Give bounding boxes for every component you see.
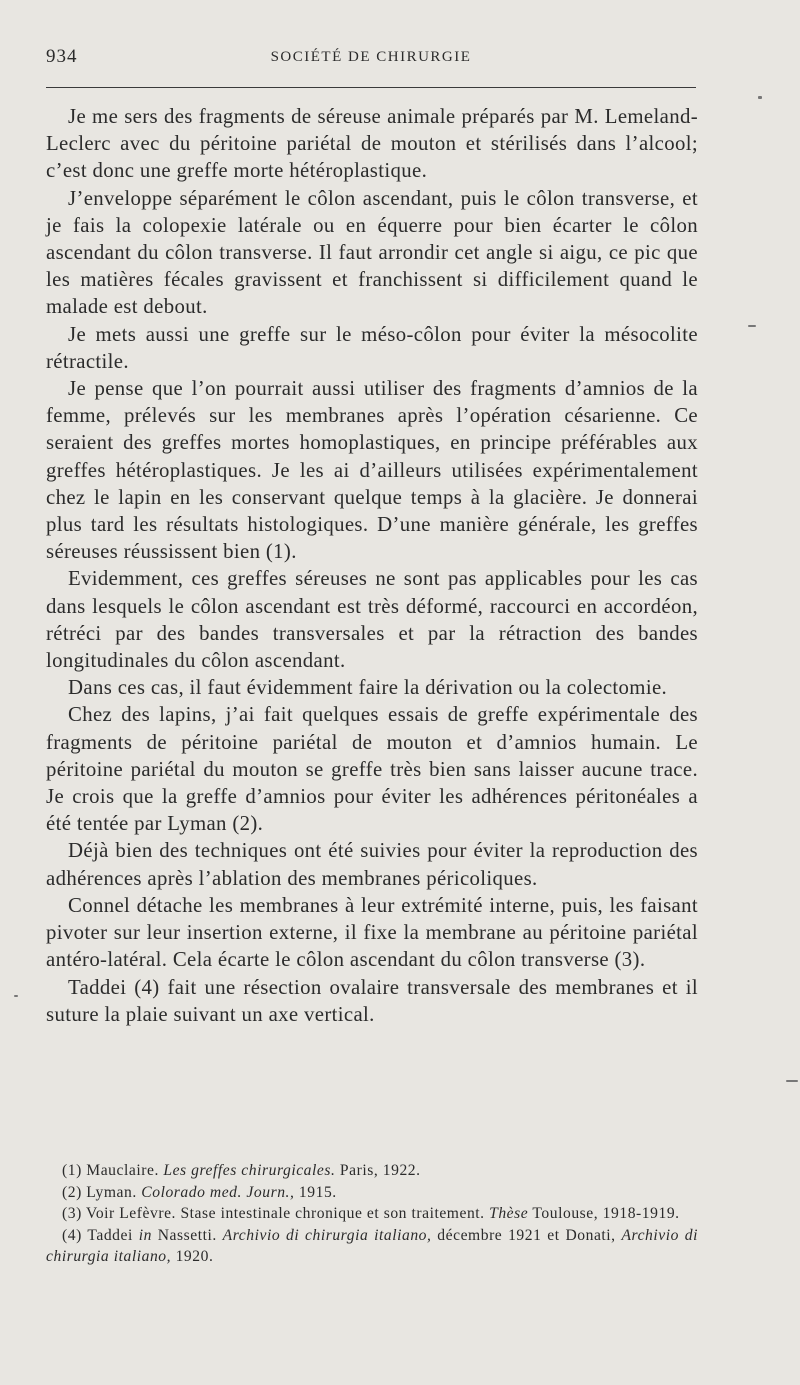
paper-speck: [748, 325, 756, 327]
paragraph: Chez des lapins, j’ai fait quelques essais de greffe expérimentale des fragments de péritoine pariétal de mouton et d’amnios humain. Le péritoine pariétal du mouton se greffe très bien sans laisser aucune trace. Je crois que la greffe d’amnios pour éviter les adhérences péritonéales a été tentée par Lyman (2).: [46, 703, 698, 836]
footnote-title: in: [138, 1226, 152, 1244]
footnote-text: 1920.: [175, 1248, 214, 1265]
page-header: [46, 46, 696, 72]
body-text: [46, 103, 698, 1028]
footnote-text: Voir Lefèvre. Stase intestinale chronique et son traitement.: [86, 1205, 485, 1222]
footnote-4: [46, 1225, 698, 1268]
footnote-title: Colorado med. Journ.,: [141, 1183, 295, 1201]
footnote-text: Toulouse, 1918-1919.: [532, 1205, 680, 1222]
footnote-3: [46, 1203, 698, 1225]
paragraph: Je pense que l’on pourrait aussi utiliser des fragments d’amnios de la femme, prélevés sur les membranes après l’opération césarienne. Ce seraient des greffes mortes homoplastiques, en principe préférables aux greffes hétéroplastiques. Je les ai d’ailleurs utilisées expérimentalement chez le lapin en les conservant quelque temps à la glacière. Je donnerai plus tard les résultats histologiques. D’une manière générale, les greffes séreuses réussissent bien (1).: [46, 377, 698, 564]
footnote-title: Thèse: [489, 1205, 529, 1222]
footnote-author: Taddei: [87, 1226, 133, 1244]
footnote-title: Archivio di chirurgia italiano,: [222, 1226, 432, 1244]
paragraph: Je me sers des fragments de séreuse animale préparés par M. Lemeland-Leclerc avec du péritoine pariétal de mouton et stérilisés dans l’alcool; c’est donc une greffe morte hétéroplastique.: [46, 105, 698, 183]
paper-speck: [786, 1080, 798, 1082]
page-number: 934: [46, 46, 78, 67]
footnote-text: Nassetti.: [157, 1226, 217, 1244]
footnote-mark: (3): [62, 1205, 82, 1222]
paper-speck: [14, 995, 18, 997]
header-rule: [46, 87, 696, 88]
footnote-title: Les greffes chirurgicales.: [163, 1162, 336, 1179]
paragraph: Taddei (4) fait une résection ovalaire transversale des membranes et il suture la plaie suivant un axe vertical.: [46, 975, 698, 1026]
footnote-title: Archivio di chirurgia italiano,: [46, 1226, 699, 1265]
footnote-author: Mauclaire.: [86, 1162, 159, 1179]
footnote-2: [46, 1182, 698, 1204]
footnote-author: Lyman.: [86, 1183, 137, 1201]
footnote-text: Paris, 1922.: [339, 1162, 421, 1179]
footnotes: [46, 1160, 698, 1268]
paragraph: Connel détache les membranes à leur extrémité interne, puis, les faisant pivoter sur leur insertion externe, il fixe la membrane au péritoine pariétal antéro-latéral. Cela écarte le côlon ascendant du côlon transverse (3).: [46, 893, 698, 972]
footnote-mark: (4): [62, 1226, 82, 1244]
footnote-mark: (1): [62, 1162, 82, 1179]
paragraph: Evidemment, ces greffes séreuses ne sont pas applicables pour les cas dans lesquels le côlon ascendant est très déformé, raccourci en accordéon, rétréci par des bandes transversales et par la rétraction des bandes longitudinales du côlon ascendant.: [46, 567, 698, 673]
paragraph: Déjà bien des techniques ont été suivies pour éviter la reproduction des adhérences après l’ablation des membranes péricoliques.: [46, 839, 698, 890]
paper-speck: [758, 96, 762, 99]
paragraph: J’enveloppe séparément le côlon ascendant, puis le côlon transverse, et je fais la colopexie latérale ou en équerre pour bien écarter le côlon ascendant du côlon transverse. Il faut arrondir cet angle si aigu, ce pic que les matières fécales gravissent et franchissent si difficilement quand le malade est debout.: [46, 186, 698, 319]
paragraph: Je mets aussi une greffe sur le méso-côlon pour éviter la mésocolite rétractile.: [46, 322, 698, 373]
footnote-mark: (2): [62, 1183, 82, 1201]
footnote-text: décembre 1921 et Donati,: [437, 1226, 616, 1244]
footnote-1: [46, 1160, 698, 1182]
footnote-text: 1915.: [298, 1183, 337, 1201]
paragraph: Dans ces cas, il faut évidemment faire la dérivation ou la colectomie.: [68, 676, 668, 700]
running-title: SOCIÉTÉ DE CHIRURGIE: [270, 49, 472, 65]
